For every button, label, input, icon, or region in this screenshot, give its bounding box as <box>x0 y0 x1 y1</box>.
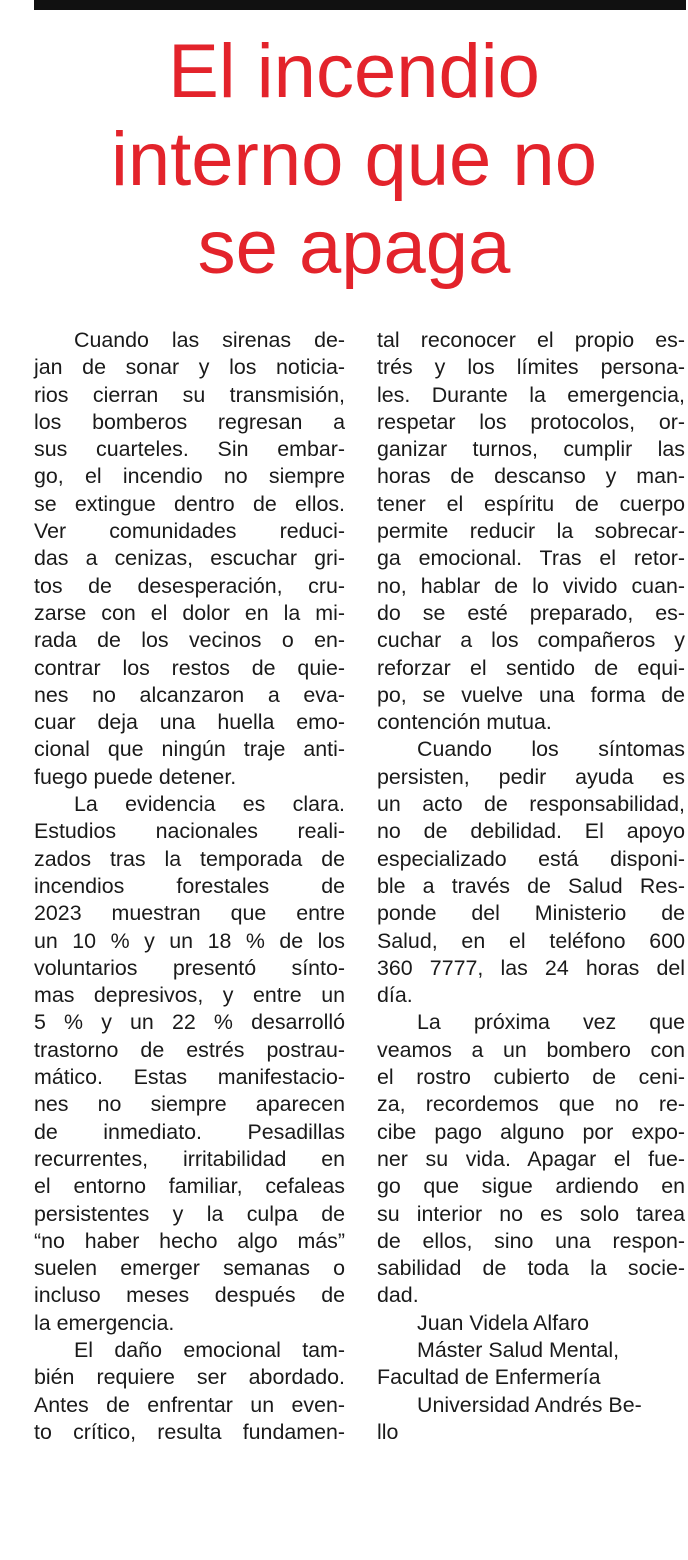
text-line: mático. Estas manifestacio- <box>34 1065 345 1090</box>
headline-line-3: se apaga <box>197 205 511 290</box>
text-line: zarse con el dolor en la mi- <box>34 600 345 625</box>
text-line: ganizar turnos, cumplir las <box>377 437 685 462</box>
text-line: tos de desesperación, cru- <box>34 573 345 598</box>
text-line: dad. <box>377 1283 419 1308</box>
text-line: cuchar a los compañeros y <box>377 628 685 653</box>
text-line: ble a través de Salud Res- <box>377 873 685 898</box>
text-line: tal reconocer el propio es- <box>377 328 685 352</box>
text-line: 2023 muestran que entre <box>34 901 345 926</box>
text-line: nes no alcanzaron a eva- <box>34 682 345 707</box>
text-line: su interior no es solo tarea <box>377 1201 685 1226</box>
text-line: “no haber hecho algo más” <box>34 1228 345 1253</box>
text-line: za, recordemos que no re- <box>377 1092 685 1117</box>
text-line: go, el incendio no siempre <box>34 464 345 489</box>
text-line: La próxima vez que <box>417 1010 685 1035</box>
text-line: les. Durante la emergencia, <box>377 382 685 407</box>
text-line: to crítico, resulta fundamen- <box>34 1419 345 1444</box>
text-line: ponde del Ministerio de <box>377 901 685 926</box>
text-line: el entorno familiar, cefaleas <box>34 1174 345 1199</box>
text-line: ga emocional. Tras el retor- <box>377 546 685 571</box>
text-line: trés y los límites persona- <box>377 355 685 380</box>
text-line: 360 7777, las 24 horas del <box>377 955 685 980</box>
signature-university-cont: llo <box>377 1419 399 1444</box>
text-line: el rostro cubierto de ceni- <box>377 1065 685 1090</box>
top-rule <box>34 0 686 10</box>
signature-degree: Máster Salud Mental, <box>417 1337 620 1362</box>
text-line: zados tras la temporada de <box>34 846 345 871</box>
text-line: reforzar el sentido de equi- <box>377 655 685 680</box>
text-line: bién requiere ser abordado. <box>34 1365 345 1390</box>
signature-university: Universidad Andrés Be- <box>417 1392 642 1417</box>
text-line: contrar los restos de quie- <box>34 655 345 680</box>
text-line: no de debilidad. El apoyo <box>377 819 685 844</box>
text-line: permite reducir la sobrecar- <box>377 519 685 544</box>
text-line: la emergencia. <box>34 1310 175 1335</box>
text-line: rada de los vecinos o en- <box>34 628 345 653</box>
text-line: un acto de responsabilidad, <box>377 792 685 817</box>
text-line: se extingue dentro de ellos. <box>34 491 345 516</box>
text-line: cional que ningún traje anti- <box>34 737 345 762</box>
text-line: Antes de enfrentar un even- <box>34 1392 345 1417</box>
text-line: rios cierran su transmisión, <box>34 382 345 407</box>
text-line: voluntarios presentó sínto- <box>34 955 345 980</box>
text-line: día. <box>377 983 413 1008</box>
text-line: sabilidad de toda la socie- <box>377 1256 685 1281</box>
text-line: especializado está disponi- <box>377 846 685 871</box>
text-line: El daño emocional tam- <box>74 1337 345 1362</box>
text-line: contención mutua. <box>377 710 552 735</box>
text-line: Ver comunidades reduci- <box>34 519 345 544</box>
text-line: ner su vida. Apagar el fue- <box>377 1146 685 1171</box>
text-line: 5 % y un 22 % desarrolló <box>34 1010 345 1035</box>
text-line: Cuando las sirenas de- <box>74 328 345 352</box>
text-line: los bomberos regresan a <box>34 409 345 434</box>
text-line: de ellos, sino una respon- <box>377 1228 685 1253</box>
text-line: un 10 % y un 18 % de los <box>34 928 345 953</box>
article-column-right <box>377 327 685 1446</box>
signature-faculty: Facultad de Enfermería <box>377 1365 601 1390</box>
text-line: go que sigue ardiendo en <box>377 1174 685 1199</box>
text-line: Salud, en el teléfono 600 <box>377 928 685 953</box>
text-line: veamos a un bombero con <box>377 1037 685 1062</box>
text-line: sus cuarteles. Sin embar- <box>34 437 345 462</box>
text-line: recurrentes, irritabilidad en <box>34 1146 345 1171</box>
text-line: incendios forestales de <box>34 873 345 898</box>
article-headline <box>20 28 688 292</box>
signature-name: Juan Videla Alfaro <box>417 1310 590 1335</box>
text-line: incluso meses después de <box>34 1283 345 1308</box>
text-line: po, se vuelve una forma de <box>377 682 685 707</box>
text-line: do se esté preparado, es- <box>377 600 685 625</box>
text-line: mas depresivos, y entre un <box>34 983 345 1008</box>
text-line: tener el espíritu de cuerpo <box>377 491 685 516</box>
text-line: nes no siempre aparecen <box>34 1092 345 1117</box>
text-line: persistentes y la culpa de <box>34 1201 345 1226</box>
text-line: das a cenizas, escuchar gri- <box>34 546 345 571</box>
text-line: Estudios nacionales reali- <box>34 819 345 844</box>
text-line: suelen emerger semanas o <box>34 1256 345 1281</box>
headline-line-1: El incendio <box>168 29 540 114</box>
text-line: de inmediato. Pesadillas <box>34 1119 345 1144</box>
text-line: horas de descanso y man- <box>377 464 685 489</box>
text-line: no, hablar de lo vivido cuan- <box>377 573 685 598</box>
text-line: trastorno de estrés postrau- <box>34 1037 345 1062</box>
text-line: cibe pago alguno por expo- <box>377 1119 685 1144</box>
text-line: fuego puede detener. <box>34 764 237 789</box>
text-line: La evidencia es clara. <box>74 792 345 817</box>
text-line: jan de sonar y los noticia- <box>34 355 345 380</box>
article-column-left <box>34 327 345 1446</box>
text-line: Cuando los síntomas <box>417 737 685 762</box>
text-line: cuar deja una huella emo- <box>34 710 345 735</box>
text-line: respetar los protocolos, or- <box>377 409 685 434</box>
text-line: persisten, pedir ayuda es <box>377 764 685 789</box>
headline-line-2: interno que no <box>111 117 597 202</box>
